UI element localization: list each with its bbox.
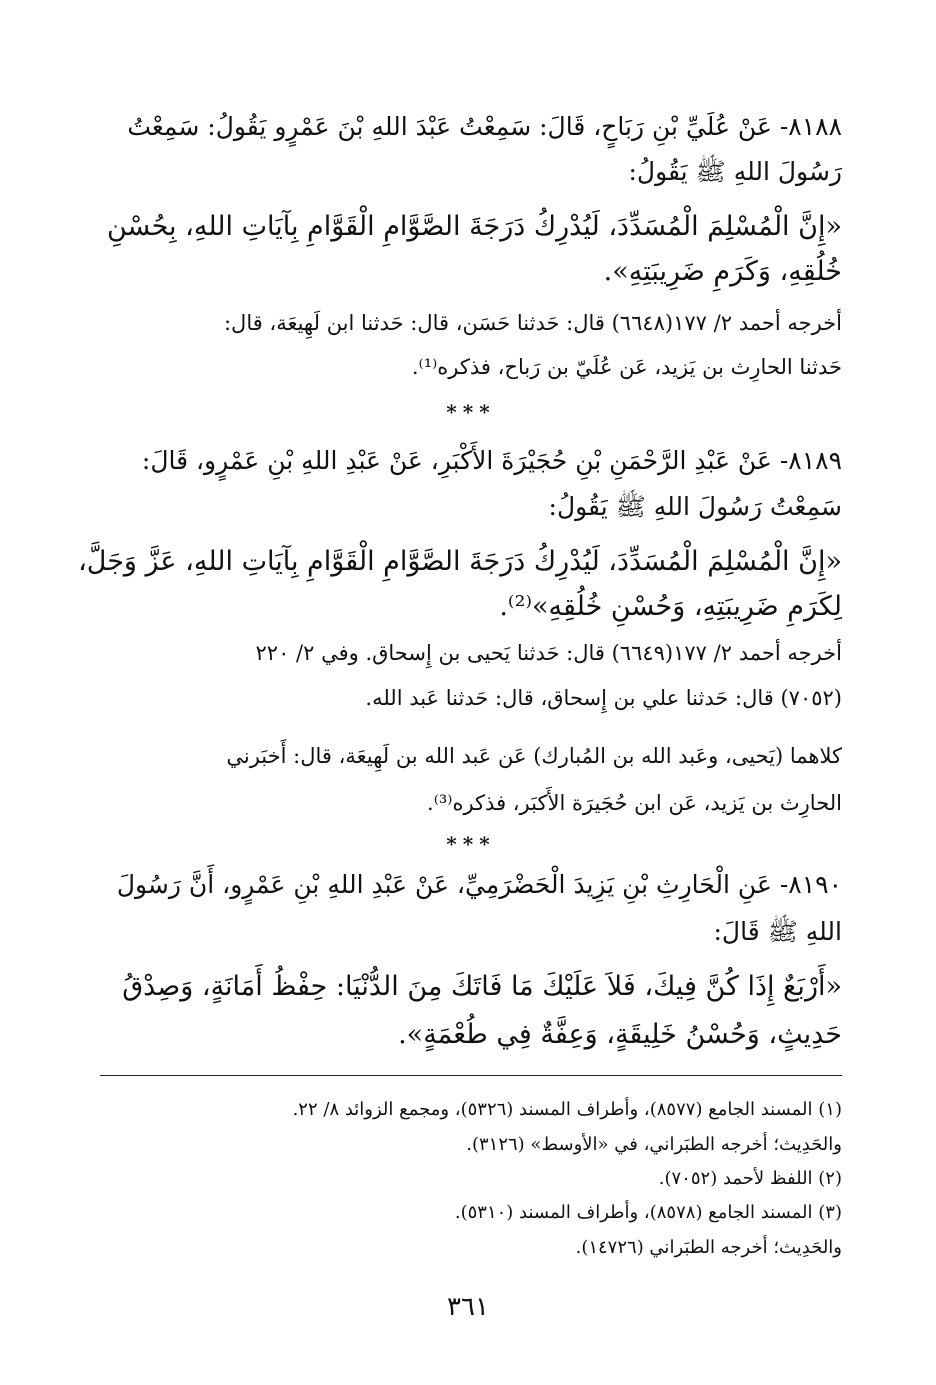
hadith-8189-text-line2: لِكَرَمِ ضَرِيبَتِهِ، وَحُسْنِ خُلُقِهِ»⁽²⁾. [499,591,842,622]
hadith-8190-text-line2: حَدِيثٍ، وَحُسْنُ خَلِيقَةٍ، وَعِفَّةٌ فِي طُعْمَةٍ». [398,1019,842,1050]
hadith-8190-intro-line2: اللهِ ﷺ قَالَ: [713,917,842,946]
hadith-8190-text-line1: «أَرْبَعٌ إِذَا كُنَّ فِيكَ، فَلاَ عَلَيْكَ مَا فَاتَكَ مِنَ الدُّنْيَا: حِفْظُ أَمَانَةٍ، وَصِدْقُ [122,971,842,1002]
hadith-8188-source-line1: أخرجه أحمد ٢/ ١٧٧(٦٦٤٨) قال: حَدثنا حَسَن، قال: حَدثنا ابن لَهِيعَة، قال: [223,311,842,335]
hadith-8188-text-line2: خُلُقِهِ، وَكَرَمِ ضَرِيبَتِهِ». [603,256,842,287]
hadith-8189-text-line1: «إِنَّ الْمُسْلِمَ الْمُسَدِّدَ، لَيُدْرِكُ دَرَجَةَ الصَّوَّامِ الْقَوَّامِ بِآيَاتِ اللهِ، عَزَّ وَجَلَّ، [78,546,842,577]
hadith-8189-source-line3: كلاهما (يَحيى، وعَبد الله بن المُبارك) عَن عَبد الله بن لَهِيعَة، قال: أَخبَرني [226,744,842,768]
section-separator: *** [446,400,496,424]
footnote-3-line2: والحَدِيث؛ أخرجه الطبَراني (١٤٧٢٦). [575,1237,842,1258]
hadith-8189-source-line1: أخرجه أحمد ٢/ ١٧٧(٦٦٤٩) قال: حَدثنا يَحيى بن إِسحاق. وفي ٢/ ٢٢٠ [255,641,842,665]
footnote-divider [100,1075,842,1076]
hadith-8188-text-line1: «إِنَّ الْمُسْلِمَ الْمُسَدِّدَ، لَيُدْرِكُ دَرَجَةَ الصَّوَّامِ الْقَوَّامِ بِآيَاتِ اللهِ، بِحُسْنِ [106,211,842,242]
hadith-8189-intro-line1: ٨١٨٩- عَنْ عَبْدِ الرَّحْمَنِ بْنِ حُجَيْرَةَ الأَكْبَرِ، عَنْ عَبْدِ اللهِ بْنِ عَمْرٍو، قَالَ: [141,446,842,475]
footnote-2-line1: (٢) اللفظ لأحمد (٧٠٥٢). [658,1168,842,1189]
footnote-1-line2: والحَدِيث؛ أخرجه الطبَراني، في «الأوسط» (٣١٢٦). [466,1134,842,1155]
section-separator: *** [446,832,496,856]
hadith-8189-source-line4: الحارِث بن يَزيد، عَن ابن حُجَيرَة الأَكبَر، فذكره⁽³⁾. [427,791,842,815]
footnote-1-line1: (١) المسند الجامع (٨٥٧٧)، وأطراف المسند (٥٣٢٦)، ومجمع الزوائد ٨/ ٢٢. [292,1099,842,1120]
page-number: ٣٦١ [447,1292,489,1322]
hadith-8189-source-line2: (٧٠٥٢) قال: حَدثنا علي بن إِسحاق، قال: حَدثنا عَبد الله. [365,686,842,710]
hadith-8189-intro-line2: سَمِعْتُ رَسُولَ اللهِ ﷺ يَقُولُ: [548,492,842,521]
footnote-3-line1: (٣) المسند الجامع (٨٥٧٨)، وأطراف المسند (٥٣١٠). [454,1202,842,1223]
hadith-8188-intro-line2: رَسُولَ اللهِ ﷺ يَقُولُ: [628,157,842,186]
hadith-8188-source-line2: حَدثنا الحارِث بن يَزيد، عَن عُلَيّ بن رَباح، فذكره⁽¹⁾. [411,355,842,379]
hadith-8190-intro-line1: ٨١٩٠- عَنِ الْحَارِثِ بْنِ يَزِيدَ الْحَضْرَمِيِّ، عَنْ عَبْدِ اللهِ بْنِ عَمْرٍو، أَنَّ رَسُولَ [116,870,842,899]
hadith-8188-intro-line1: ٨١٨٨- عَنْ عُلَيِّ بْنِ رَبَاحٍ، قَالَ: سَمِعْتُ عَبْدَ اللهِ بْنَ عَمْرٍو يَقُولُ: سَمِعْتُ [127,112,842,141]
